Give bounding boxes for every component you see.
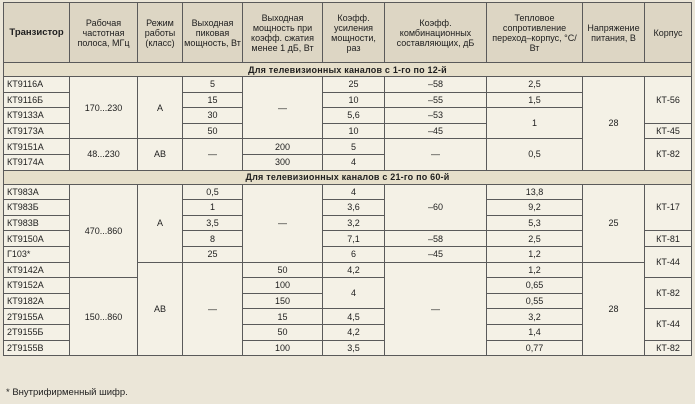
mode-cell: AB [138,139,183,170]
transistor-name: КТ9174А [4,154,70,170]
p1db-cell: 100 [243,340,323,356]
peak-power-cell: 15 [183,92,243,108]
section1-title: Для телевизионных каналов с 1-го по 12-й [4,63,692,77]
imd-cell: –58 [385,77,487,93]
transistor-name: КТ9133А [4,108,70,124]
transistor-name: 2Т9155А [4,309,70,325]
case-cell: КТ-82 [645,278,692,309]
thermal-cell: 13,8 [487,184,583,200]
p1db-cell: 100 [243,278,323,294]
voltage-cell: 25 [583,184,645,262]
transistor-name: Г103* [4,246,70,262]
gain-cell: 5 [323,139,385,155]
gain-cell: 4,2 [323,324,385,340]
footnote: * Внутрифирменный шифр. [6,387,128,398]
header-band: Рабочая частотная полоса, МГц [70,3,138,63]
transistor-name: КТ9173А [4,123,70,139]
thermal-cell: 1 [487,108,583,139]
case-cell: КТ-45 [645,123,692,139]
transistor-name: КТ983Б [4,200,70,216]
transistor-name: КТ9142А [4,262,70,278]
peak-power-cell: 30 [183,108,243,124]
peak-power-cell: 8 [183,231,243,247]
p1db-cell: 15 [243,309,323,325]
mode-cell: AB [138,262,183,356]
transistor-name: КТ983А [4,184,70,200]
transistor-name: КТ9151А [4,139,70,155]
case-cell: КТ-44 [645,246,692,277]
section2-title: Для телевизионных каналов с 21-го по 60-й [4,170,692,184]
p1db-cell: 150 [243,293,323,309]
transistor-name: КТ9116А [4,77,70,93]
imd-cell: –45 [385,246,487,262]
header-voltage: Напряжение питания, В [583,3,645,63]
peak-power-cell: 3,5 [183,215,243,231]
transistor-name: КТ983В [4,215,70,231]
thermal-cell: 9,2 [487,200,583,216]
mode-cell: A [138,184,183,262]
imd-cell: –53 [385,108,487,124]
p1db-cell: — [243,77,323,139]
transistor-name: КТ9182А [4,293,70,309]
peak-power-cell: 1 [183,200,243,216]
thermal-cell: 3,2 [487,309,583,325]
gain-cell: 3,6 [323,200,385,216]
header-gain: Коэфф. усиления мощности, раз [323,3,385,63]
gain-cell: 4 [323,278,385,309]
transistor-name: 2Т9155Б [4,324,70,340]
gain-cell: 4,2 [323,262,385,278]
p1db-cell: 50 [243,262,323,278]
gain-cell: 4 [323,154,385,170]
gain-cell: 4 [323,184,385,200]
imd-cell: –60 [385,184,487,231]
peak-power-cell: 0,5 [183,184,243,200]
gain-cell: 3,5 [323,340,385,356]
gain-cell: 25 [323,77,385,93]
thermal-cell: 0,55 [487,293,583,309]
transistor-table [3,2,692,356]
imd-cell: — [385,139,487,170]
voltage-cell: 28 [583,262,645,356]
gain-cell: 5,6 [323,108,385,124]
thermal-cell: 1,5 [487,92,583,108]
header-case: Корпус [645,3,692,63]
thermal-cell: 5,3 [487,215,583,231]
header-thermal-resistance: Тепловое сопротивление переход–корпус, °С/Вт [487,3,583,63]
section-title-row [4,63,692,77]
thermal-cell: 1,4 [487,324,583,340]
header-p1db-power: Выходная мощность при коэфф. сжатия менее 1 дБ, Вт [243,3,323,63]
band-cell: 150...860 [70,278,138,356]
table-row [4,184,692,200]
gain-cell: 7,1 [323,231,385,247]
case-cell: КТ-17 [645,184,692,231]
imd-cell: — [385,262,487,356]
peak-power-cell: 25 [183,246,243,262]
case-cell: КТ-56 [645,77,692,124]
thermal-cell: 2,5 [487,231,583,247]
case-cell: КТ-81 [645,231,692,247]
transistor-name: КТ9152А [4,278,70,294]
thermal-cell: 2,5 [487,77,583,93]
gain-cell: 4,5 [323,309,385,325]
imd-cell: –55 [385,92,487,108]
transistor-name: 2Т9155В [4,340,70,356]
gain-cell: 10 [323,92,385,108]
header-transistor: Транзистор [4,3,70,63]
peak-power-cell: — [183,262,243,356]
transistor-table-page [3,2,691,402]
imd-cell: –45 [385,123,487,139]
thermal-cell: 1,2 [487,246,583,262]
case-cell: КТ-82 [645,340,692,356]
p1db-cell: 200 [243,139,323,155]
p1db-cell: 300 [243,154,323,170]
gain-cell: 10 [323,123,385,139]
thermal-cell: 0,5 [487,139,583,170]
gain-cell: 6 [323,246,385,262]
header-peak-power: Выходная пиковая мощность, Вт [183,3,243,63]
p1db-cell: 50 [243,324,323,340]
p1db-cell: — [243,184,323,262]
band-cell: 470...860 [70,184,138,278]
peak-power-cell: 50 [183,123,243,139]
thermal-cell: 0,65 [487,278,583,294]
table-row [4,77,692,93]
transistor-name: КТ9116Б [4,92,70,108]
band-cell: 48...230 [70,139,138,170]
mode-cell: A [138,77,183,139]
imd-cell: –58 [385,231,487,247]
case-cell: КТ-44 [645,309,692,340]
header-imd: Коэфф. комбинационных составляющих, дБ [385,3,487,63]
peak-power-cell: — [183,139,243,170]
case-cell: КТ-82 [645,139,692,170]
header-row [4,3,692,63]
band-cell: 170...230 [70,77,138,139]
transistor-name: КТ9150А [4,231,70,247]
header-mode: Режим работы (класс) [138,3,183,63]
thermal-cell: 0,77 [487,340,583,356]
peak-power-cell: 5 [183,77,243,93]
section-title-row [4,170,692,184]
voltage-cell: 28 [583,77,645,171]
gain-cell: 3,2 [323,215,385,231]
thermal-cell: 1,2 [487,262,583,278]
